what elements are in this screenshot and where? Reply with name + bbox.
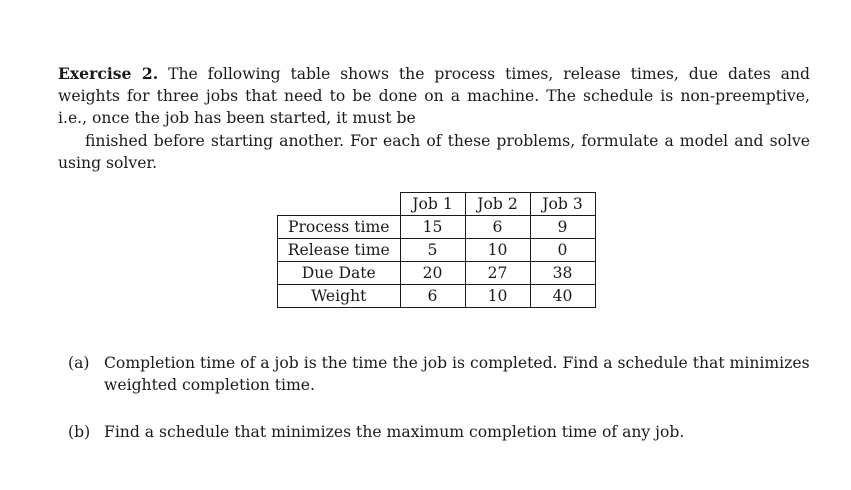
part-b-tag: (b) <box>68 423 91 441</box>
table-cell: 0 <box>530 239 595 262</box>
table-row-weight <box>278 285 596 308</box>
table-cell: 10 <box>465 285 530 308</box>
part-b-text: Find a schedule that minimizes the maximum completion time of any job. <box>104 423 685 441</box>
column-header-job-3: Job 3 <box>530 193 595 216</box>
table-cell: 27 <box>465 262 530 285</box>
table-header-row <box>278 193 596 216</box>
table-cell: 38 <box>530 262 595 285</box>
row-label: Due Date <box>278 262 401 285</box>
table-cell: 6 <box>465 216 530 239</box>
part-a-text: Completion time of a job is the time the job is completed. Find a schedule that minimizes weighted completion time. <box>104 354 810 394</box>
table-corner-cell <box>278 193 401 216</box>
exercise-intro-text: The following table shows the process times, release times, due dates and weights for three jobs that need to be done on a machine. The schedule is non-preemptive, i.e., once the job has been started, it must be <box>58 65 810 127</box>
table-cell: 15 <box>400 216 465 239</box>
part-a-tag: (a) <box>68 354 90 372</box>
table-cell: 10 <box>465 239 530 262</box>
part-b <box>68 421 810 443</box>
job-data-table <box>277 192 596 308</box>
table-cell: 6 <box>400 285 465 308</box>
table-row-process-time <box>278 216 596 239</box>
exercise-intro-paragraph <box>58 63 810 129</box>
table-row-due-date <box>278 262 596 285</box>
table-cell: 9 <box>530 216 595 239</box>
row-label: Weight <box>278 285 401 308</box>
exercise-label: Exercise 2. <box>58 64 159 83</box>
table-cell: 20 <box>400 262 465 285</box>
row-label: Release time <box>278 239 401 262</box>
column-header-job-1: Job 1 <box>400 193 465 216</box>
part-a <box>68 352 810 396</box>
table-cell: 5 <box>400 239 465 262</box>
column-header-job-2: Job 2 <box>465 193 530 216</box>
table-cell: 40 <box>530 285 595 308</box>
exercise-continuation-paragraph: finished before starting another. For each of these problems, formulate a model and solve using solver. <box>58 132 810 172</box>
row-label: Process time <box>278 216 401 239</box>
table-row-release-time <box>278 239 596 262</box>
